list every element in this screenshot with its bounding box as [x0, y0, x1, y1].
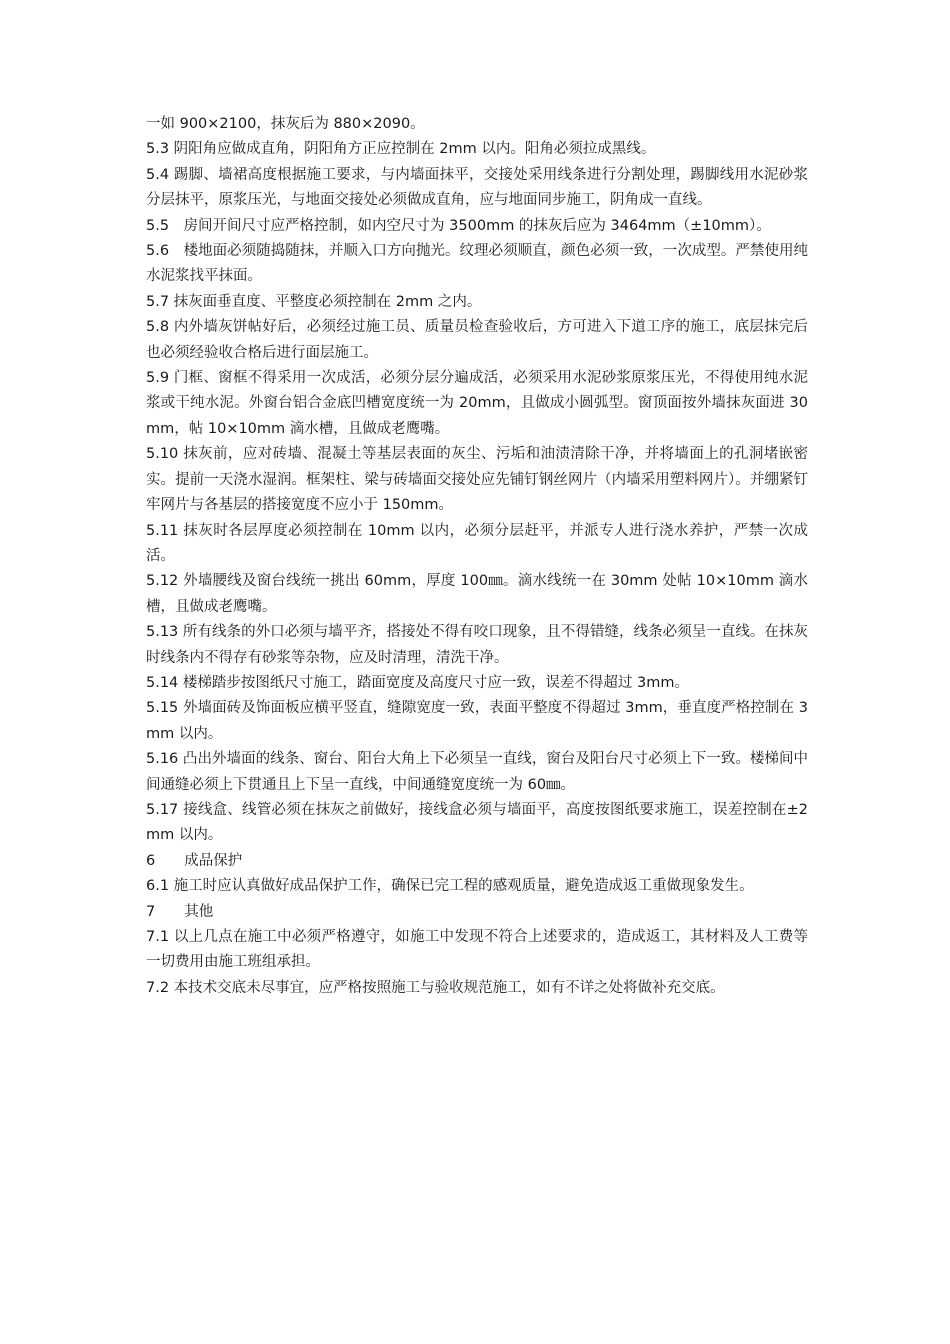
clause-5-13: 5.13 所有线条的外口必须与墙平齐，搭接处不得有咬口现象，且不得错缝，线条必须呈一直线。在抹灰时线条内不得存有砂浆等杂物，应及时清理，清洗干净。	[146, 624, 808, 666]
clause-5-3: 5.3 阴阳角应做成直角，阴阳角方正应控制在 2mm 以内。阳角必须拉成黑线。	[146, 141, 656, 158]
paragraph-continuation: 一如 900×2100，抹灰后为 880×2090。	[146, 116, 425, 132]
clause-7-1: 7.1 以上几点在施工中必须严格遵守，如施工中发现不符合上述要求的，造成返工，其材料及人工费等一切费用由施工班组承担。	[146, 929, 808, 971]
clause-5-16: 5.16 凸出外墙面的线条、窗台、阳台大角上下必须呈一直线，窗台及阳台尺寸必须上下一致。楼梯间中间通缝必须上下贯通且上下呈一直线，中间通缝宽度统一为 60㎜。	[146, 751, 808, 793]
clause-5-9: 5.9 门框、窗框不得采用一次成活，必须分层分遍成活，必须采用水泥砂浆原浆压光，不得使用纯水泥浆或干纯水泥。外窗台铝合金底凹槽宽度统一为 20mm，且做成小圆弧型。窗顶面按外墙抹灰面进 30mm，帖 10×10mm 滴水槽，且做成老鹰嘴。	[146, 370, 808, 437]
clause-5-7: 5.7 抹灰面垂直度、平整度必须控制在 2mm 之内。	[146, 293, 482, 310]
clause-5-14: 5.14 楼梯踏步按图纸尺寸施工，踏面宽度及高度尺寸应一致，误差不得超过 3mm。	[146, 674, 689, 691]
clause-5-4: 5.4 踢脚、墙裙高度根据施工要求，与内墙面抹平，交接处采用线条进行分割处理，踢脚线用水泥砂浆分层抹平，原浆压光，与地面交接处必须做成直角，应与地面同步施工，阴角成一直线。	[146, 166, 808, 209]
section-heading-7: 7 其他	[146, 903, 214, 920]
clause-5-6: 5.6 楼地面必须随捣随抹，并顺入口方向抛光。纹理必须顺直，颜色必须一致，一次成型。严禁使用纯水泥浆找平抹面。	[146, 243, 808, 285]
clause-5-10: 5.10 抹灰前，应对砖墙、混凝土等基层表面的灰尘、污垢和油渍清除干净，并将墙面上的孔洞堵嵌密实。提前一天浇水湿润。框架柱、梁与砖墙面交接处应先铺钉钢丝网片（内墙采用塑料网片）。并绷紧钉牢网片与各基层的搭接宽度不应小于 150mm。	[146, 446, 808, 514]
section-heading-6: 6 成品保护	[146, 852, 243, 869]
document-page	[146, 112, 808, 1001]
clause-5-12: 5.12 外墙腰线及窗台线统一挑出 60mm，厚度 100㎜。滴水线统一在 30mm 处帖 10×10mm 滴水槽，且做成老鹰嘴。	[146, 573, 808, 615]
clause-5-11: 5.11 抹灰时各层厚度必须控制在 10mm 以内，必须分层赶平，并派专人进行浇水养护，严禁一次成活。	[146, 522, 808, 564]
clause-5-17: 5.17 接线盒、线管必须在抹灰之前做好，接线盒必须与墙面平，高度按图纸要求施工，误差控制在±2mm 以内。	[146, 801, 808, 844]
clause-5-15: 5.15 外墙面砖及饰面板应横平竖直，缝隙宽度一致，表面平整度不得超过 3mm，垂直度严格控制在 3mm 以内。	[146, 700, 808, 742]
clause-5-8: 5.8 内外墙灰饼帖好后，必须经过施工员、质量员检查验收后，方可进入下道工序的施工，底层抹完后也必须经验收合格后进行面层施工。	[146, 319, 808, 361]
clause-6-1: 6.1 施工时应认真做好成品保护工作，确保已完工程的感观质量，避免造成返工重做现象发生。	[146, 878, 754, 895]
clause-7-2: 7.2 本技术交底未尽事宜，应严格按照施工与验收规范施工，如有不详之处将做补充交底。	[146, 979, 725, 996]
clause-5-5: 5.5 房间开间尺寸应严格控制，如内空尺寸为 3500mm 的抹灰后应为 3464mm（±10mm）。	[146, 217, 771, 234]
